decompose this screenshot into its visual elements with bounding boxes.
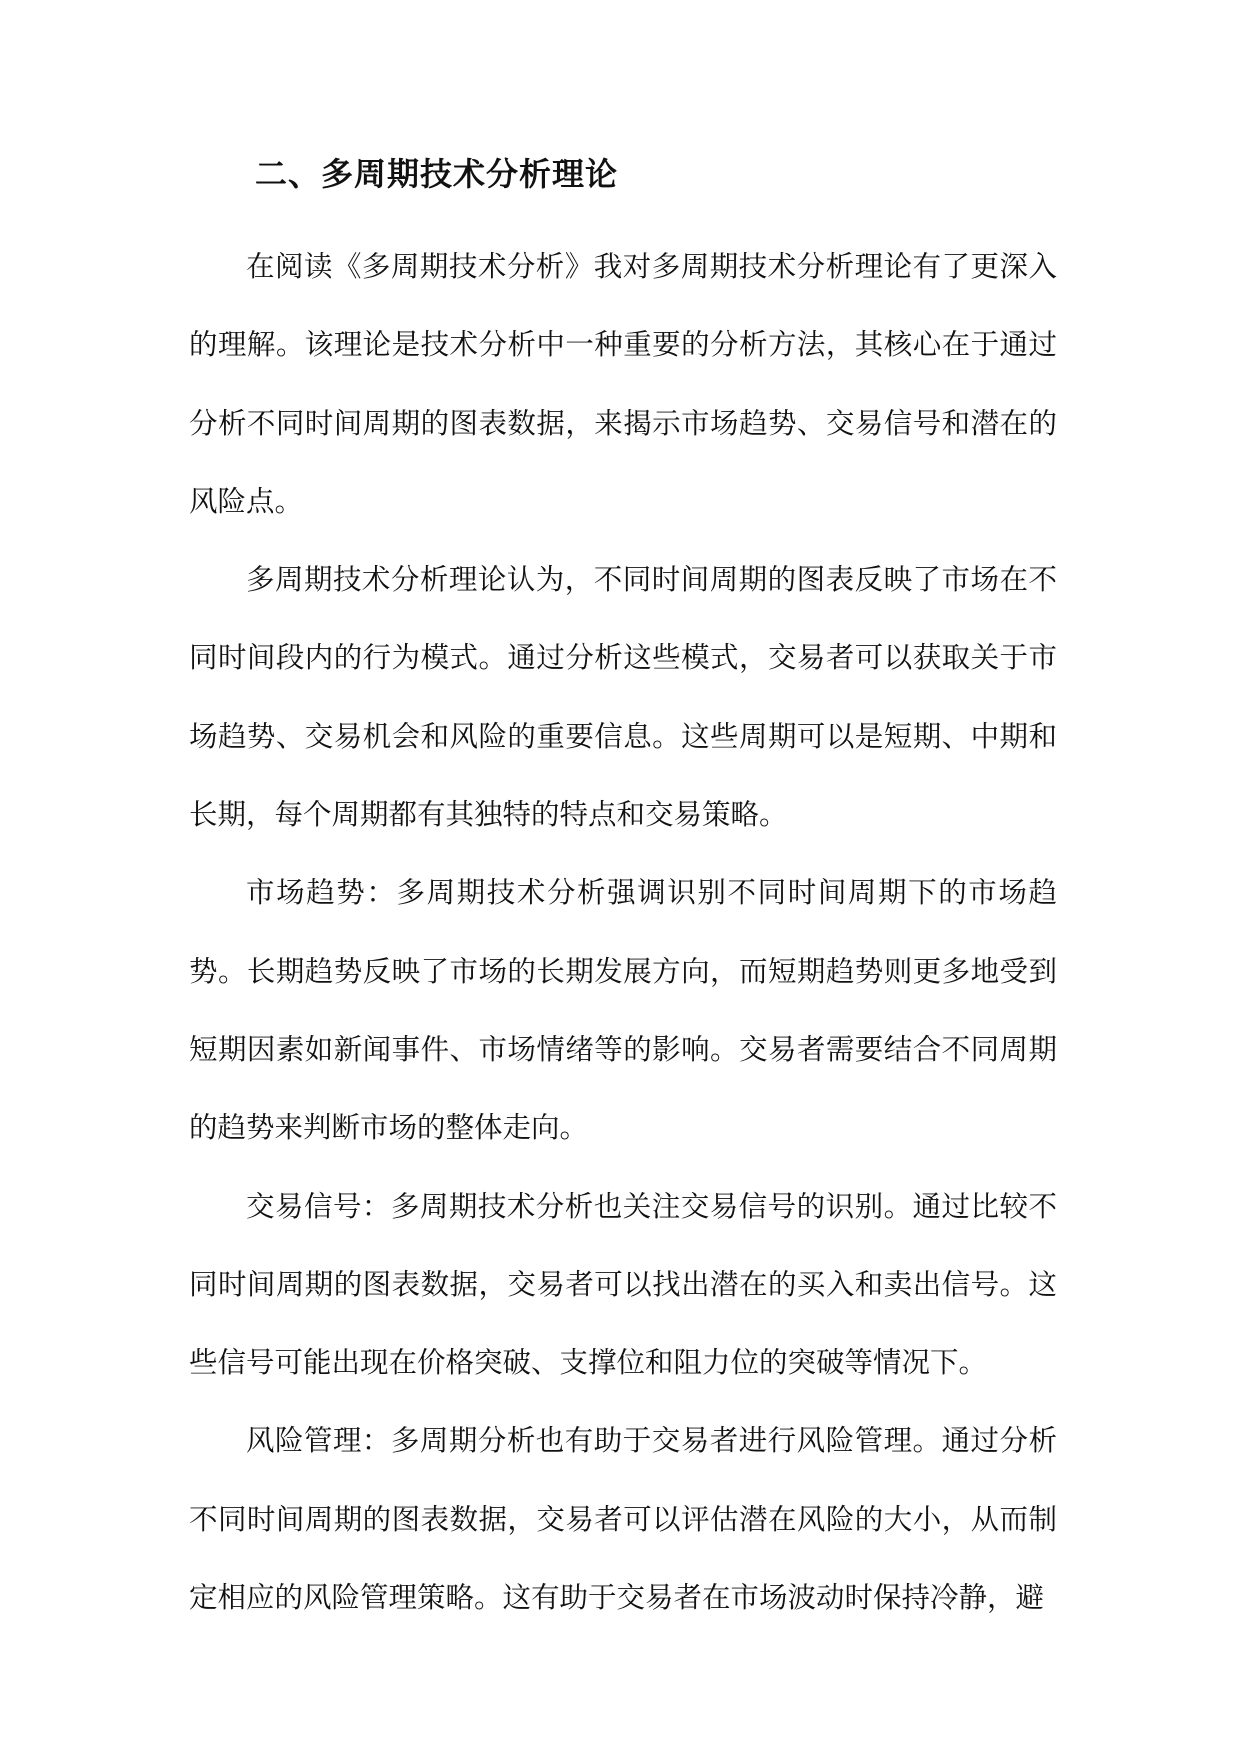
document-body: [189, 228, 1057, 1637]
paragraph-intro: 在阅读《多周期技术分析》我对多周期技术分析理论有了更深入的理解。该理论是技术分析中一种重要的分析方法，其核心在于通过分析不同时间周期的图表数据，来揭示市场趋势、交易信号和潜在的风险点。: [189, 250, 1057, 518]
paragraph-market-trend: 市场趋势：多周期技术分析强调识别不同时间周期下的市场趋势。长期趋势反映了市场的长期发展方向，而短期趋势则更多地受到短期因素如新闻事件、市场情绪等的影响。交易者需要结合不同周期的趋势来判断市场的整体走向。: [189, 876, 1057, 1145]
paragraph-trade-signal: 交易信号：多周期技术分析也关注交易信号的识别。通过比较不同时间周期的图表数据，交易者可以找出潜在的买入和卖出信号。这些信号可能出现在价格突破、支撑位和阻力位的突破等情况下。: [189, 1189, 1057, 1380]
paragraph-risk-management: 风险管理：多周期分析也有助于交易者进行风险管理。通过分析不同时间周期的图表数据，交易者可以评估潜在风险的大小，从而制定相应的风险管理策略。这有助于交易者在市场波动时保持冷静，避: [189, 1424, 1057, 1615]
section-heading: 二、多周期技术分析理论: [255, 155, 619, 193]
paragraph-theory: 多周期技术分析理论认为，不同时间周期的图表反映了市场在不同时间段内的行为模式。通过分析这些模式，交易者可以获取关于市场趋势、交易机会和风险的重要信息。这些周期可以是短期、中期和长期，每个周期都有其独特的特点和交易策略。: [189, 563, 1057, 832]
